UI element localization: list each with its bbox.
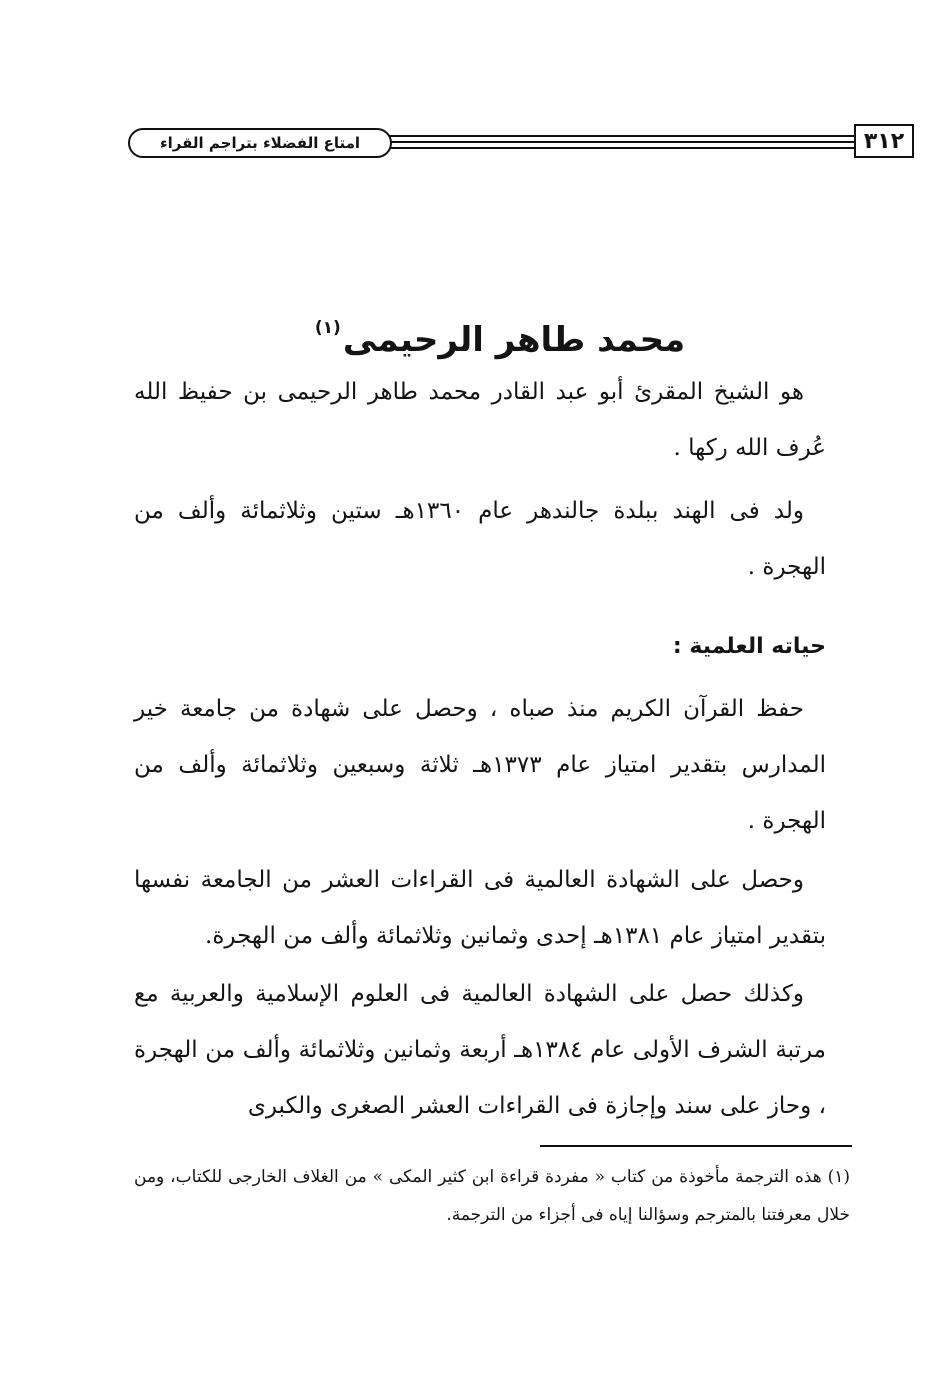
biography-title [0, 298, 950, 370]
page-number [726, 124, 914, 158]
footnote-marker: (١) [314, 318, 341, 338]
footnote-separator [540, 1145, 852, 1147]
section-heading: حياته العلمية : [672, 634, 826, 659]
paragraph-intro: هو الشيخ المقرئ أبو عبد القادر محمد طاهر الرحيمى بن حفيظ الله عُرف الله ركها . [134, 379, 826, 461]
page-number-box: ٣١٢ [854, 124, 914, 158]
paragraph-sciences: وكذلك حصل على الشهادة العالمية فى العلوم الإسلامية والعربية مع مرتبة الشرف الأولى عام ١٣٨٤هـ أربعة وثمانين وثلاثمائة وألف من الهجرة ، وحاز على سند وإجازة فى القراءات العشر الصغرى والكبرى [134, 981, 826, 1119]
paragraph-qiraat: وحصل على الشهادة العالمية فى القراءات العشر من الجامعة نفسها بتقدير امتياز عام ١٣٨١هـ إحدى وثمانين وثلاثمائة وألف من الهجرة. [134, 867, 826, 949]
footnote-1: (١) هذه الترجمة مأخوذة من كتاب « مفردة قراءة ابن كثير المكى » من الغلاف الخارجى للكتاب، ومن خلال معرفتنا بالمترجم وسؤالنا إياه فى أجزاء من الترجمة. [134, 1167, 850, 1225]
paragraph-birth: ولد فى الهند ببلدة جالندهر عام ١٣٦٠هـ ستين وثلاثمائة وألف من الهجرة . [134, 498, 826, 580]
biography-name: محمد طاهر الرحيمى [342, 320, 686, 360]
running-header [128, 124, 905, 162]
book-title: امتاع الفضلاء بتراجم القراء [128, 128, 392, 158]
paragraph-quran: حفظ القرآن الكريم منذ صباه ، وحصل على شهادة من جامعة خير المدارس بتقدير امتياز عام ١٣٧٣هـ ثلاثة وسبعين وثلاثمائة وألف من الهجرة . [134, 696, 826, 834]
